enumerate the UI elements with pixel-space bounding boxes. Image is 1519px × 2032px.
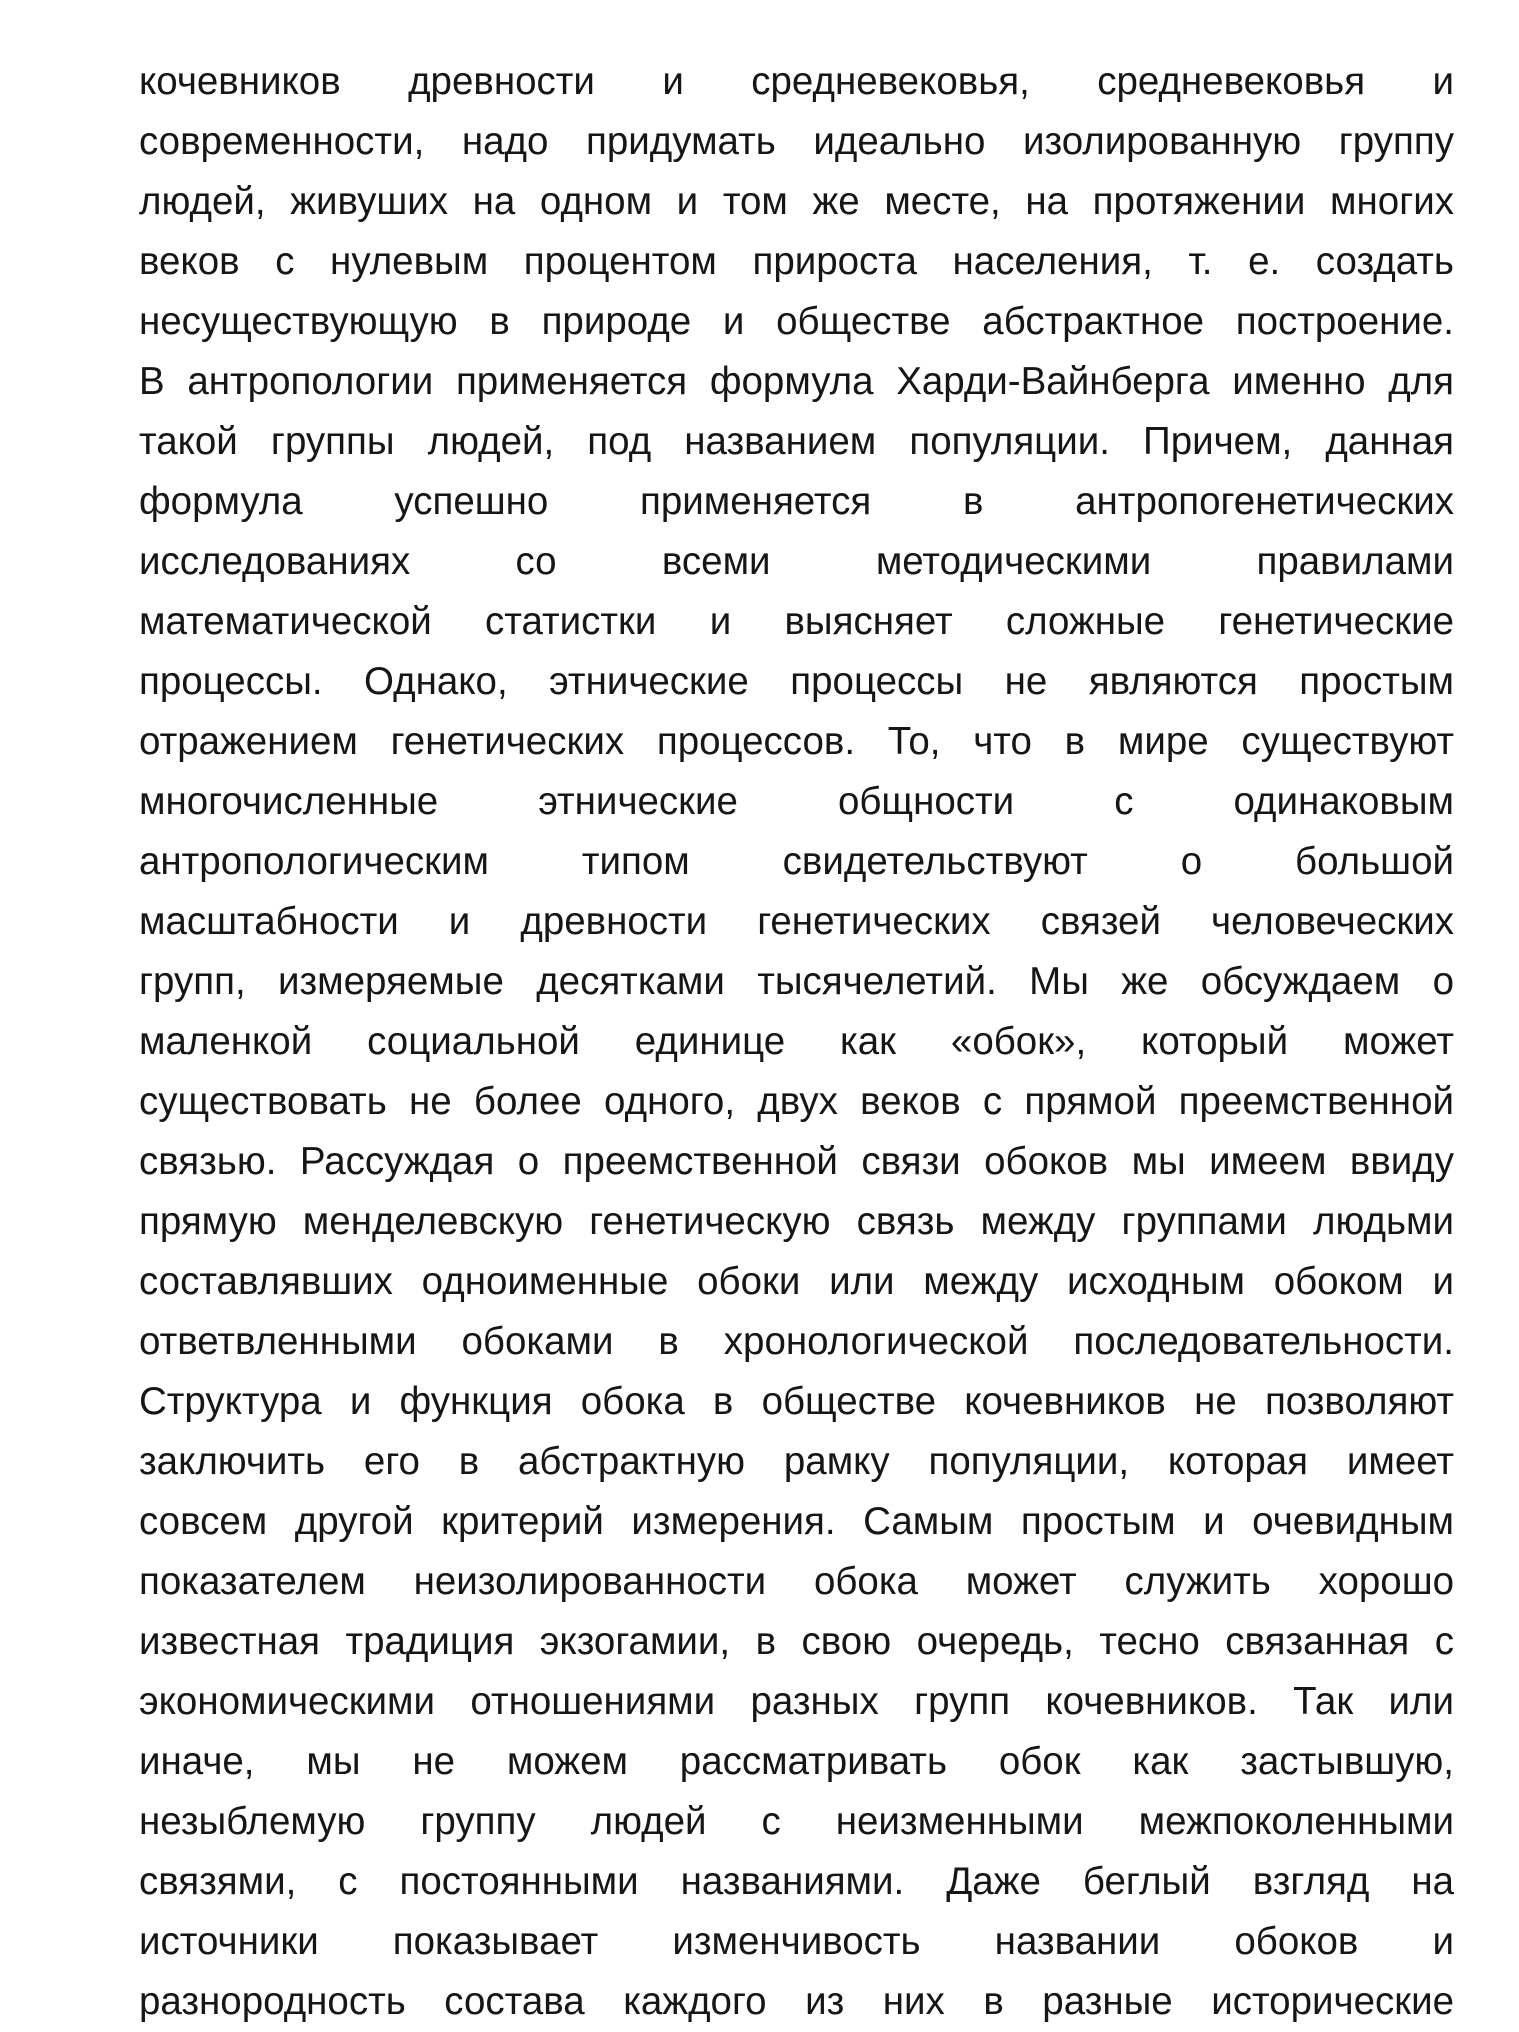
- text-line-19: связью. Рассуждая о преемственной связи обоков мы имеем ввиду: [139, 1140, 1454, 1183]
- text-line-9: исследованиях со всеми методическими правилами: [139, 540, 1454, 583]
- text-line-5: несуществующую в природе и обществе абстрактное построение.: [139, 300, 1454, 343]
- text-line-12: отражением генетических процессов. То, что в мире существуют: [139, 720, 1454, 763]
- text-line-6: В антропологии применяется формула Харди-Вайнберга именно для: [139, 360, 1454, 403]
- text-line-30: незыблемую группу людей с неизменными межпоколенными: [139, 1800, 1454, 1843]
- text-line-15: масштабности и древности генетических связей человеческих: [139, 900, 1454, 943]
- text-line-14: антропологическим типом свидетельствуют о большой: [139, 840, 1454, 883]
- text-line-31: связями, с постоянными названиями. Даже беглый взгляд на: [139, 1860, 1454, 1903]
- text-line-26: показателем неизолированности обока может служить хорошо: [139, 1560, 1454, 1603]
- text-line-32: источники показывает изменчивость названии обоков и: [139, 1920, 1454, 1963]
- text-line-28: экономическими отношениями разных групп кочевников. Так или: [139, 1680, 1454, 1723]
- text-line-4: веков с нулевым процентом прироста населения, т. е. создать: [139, 240, 1454, 283]
- text-line-18: существовать не более одного, двух веков с прямой преемственной: [139, 1080, 1454, 1123]
- text-line-11: процессы. Однако, этнические процессы не являются простым: [139, 660, 1454, 703]
- text-line-3: людей, живуших на одном и том же месте, на протяжении многих: [139, 180, 1454, 223]
- text-line-21: составлявших одноименные обоки или между исходным обоком и: [139, 1260, 1454, 1303]
- text-line-13: многочисленные этнические общности с одинаковым: [139, 780, 1454, 823]
- text-line-17: маленкой социальной единице как «обок», который может: [139, 1020, 1454, 1063]
- text-line-20: прямую менделевскую генетическую связь между группами людьми: [139, 1200, 1454, 1243]
- text-line-8: формула успешно применяется в антропогенетических: [139, 480, 1454, 523]
- text-line-16: групп, измеряемые десятками тысячелетий. Мы же обсуждаем о: [139, 960, 1454, 1003]
- text-line-25: совсем другой критерий измерения. Самым простым и очевидным: [139, 1500, 1454, 1543]
- text-line-33: разнородность состава каждого из них в разные исторические: [139, 1980, 1454, 2023]
- text-line-2: современности, надо придумать идеально изолированную группу: [139, 120, 1454, 163]
- text-line-10: математической статистки и выясняет сложные генетические: [139, 600, 1454, 643]
- text-line-22: ответвленными обоками в хронологической последовательности.: [139, 1320, 1454, 1363]
- body-text: [139, 52, 1454, 2032]
- text-line-24: заключить его в абстрактную рамку популяции, которая имеет: [139, 1440, 1454, 1483]
- text-line-27: известная традиция экзогамии, в свою очередь, тесно связанная с: [139, 1620, 1454, 1663]
- text-line-7: такой группы людей, под названием популяции. Причем, данная: [139, 420, 1454, 463]
- text-line-23: Структура и функция обока в обществе кочевников не позволяют: [139, 1380, 1454, 1423]
- text-line-1: кочевников древности и средневековья, средневековья и: [139, 60, 1454, 103]
- text-line-29: иначе, мы не можем рассматривать обок как застывшую,: [139, 1740, 1454, 1783]
